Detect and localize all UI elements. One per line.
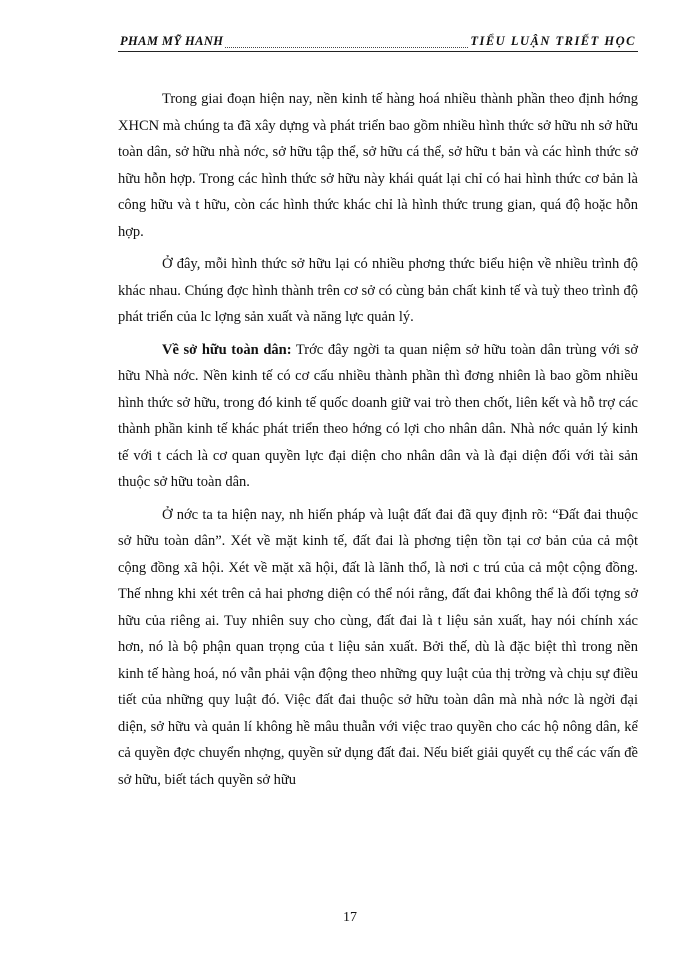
paragraph-1 (118, 86, 638, 245)
header-title: TIỂU LUẬN TRIẾT HỌC (470, 34, 636, 48)
header-underline (118, 51, 638, 52)
paragraph-text: Ở nớc ta ta hiện nay, nh hiến pháp và luật đất đai đã quy định rõ: “Đất đai thuộc sở hữu toàn dân”. Xét về mặt kinh tế, đất đai là phơng tiện tồn tại cơ bản của cả một cộng đồng xã hội. Xét về mặt xã hội, đất là lãnh thổ, là nơi c trú của cả một cộng đồng. Thế nhng khi xét trên cả hai phơng diện có thể nói rằng, đất đai không thể là đối tợng sở hữu của riêng ai. Tuy nhiên suy cho cùng, đất đai là t liệu sản xuất, hay nói chính xác hơn, nó là bộ phận quan trọng của t liệu sản xuất. Bởi thế, dù là đặc biệt thì trong nền kinh tế hàng hoá, nó vẫn phải vận động theo những quy luật của thị trờng và chịu sự điều tiết của những quy luật đó. Việc đất đai thuộc sở hữu toàn dân mà nhà nớc là ngời đại diện, sở hữu và quản lí không hề mâu thuẫn với việc trao quyền cho các hộ nông dân, kể cả quyền đợc chuyển nhợng, quyền sử dụng đất đai. Nếu biết giải quyết cụ thể các vấn đề sở hữu, biết tách quyền sở hữu (118, 506, 638, 788)
header-author: PHAM MỸ HANH (120, 34, 224, 48)
page-header (118, 34, 638, 54)
paragraph-4 (118, 502, 638, 794)
page-number: 17 (343, 910, 357, 925)
paragraph-lead: Về sở hữu toàn dân: (162, 341, 292, 358)
paragraph-2 (118, 251, 638, 331)
paragraph-text: Ở đây, mỗi hình thức sở hữu lại có nhiều phơng thức biểu hiện về nhiều trình độ khác nhau. Chúng đợc hình thành trên cơ sở có cùng bản chất kinh tế và tuỳ theo trình độ phát triển của lc lợng sản xuất và năng lực quản lý. (118, 256, 638, 325)
paragraph-3 (118, 337, 638, 496)
document-body (118, 86, 638, 799)
paragraph-text: Trong giai đoạn hiện nay, nền kinh tế hàng hoá nhiều thành phần theo định hớng XHCN mà chúng ta đã xây dựng và phát triển bao gồm nhiều hình thức sở hữu nh sở hữu toàn dân, sở hữu nhà nớc, sở hữu tập thể, sở hữu cá thể, sở hữu t bản và các hình thức sở hữu hỗn hợp. Trong các hình thức sở hữu này khái quát lại chỉ có hai hình thức cơ bản là công hữu và t hữu, còn các hình thức khác chỉ là hình thức trung gian, quá độ hoặc hỗn hợp. (118, 91, 638, 240)
paragraph-text: Trớc đây ngời ta quan niệm sở hữu toàn dân trùng với sở hữu Nhà nớc. Nền kinh tế có cơ cấu nhiều thành phần thì đơng nhiên là bao gồm nhiều hình thức sở hữu, trong đó kinh tế quốc doanh giữ vai trò then chốt, liên kết và hỗ trợ các thành phần kinh tế khác phát triển theo hớng có lợi cho nhân dân. Nhà nớc quản lý kinh tế với t cách là cơ quan quyền lực đại diện cho nhân dân và là đại diện đối với tài sản thuộc sở hữu toàn dân. (118, 341, 638, 490)
